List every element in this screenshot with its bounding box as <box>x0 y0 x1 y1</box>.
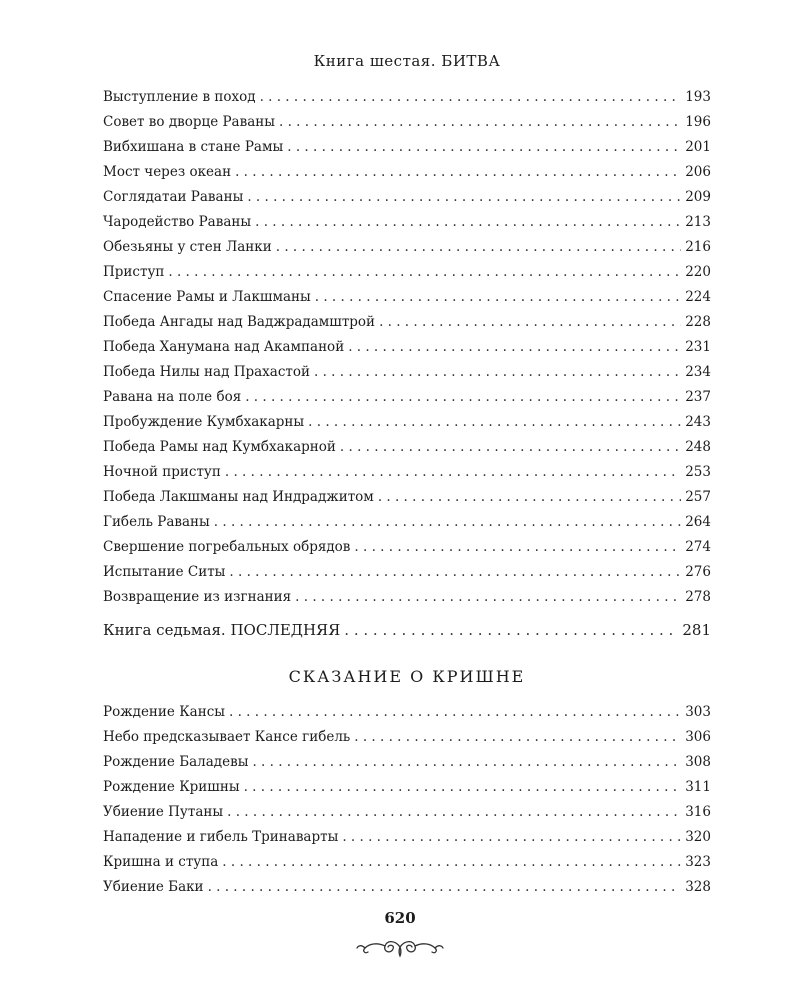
toc-entry[interactable] <box>103 160 711 185</box>
entry-page: 196 <box>685 114 711 130</box>
entry-title: Испытание Ситы <box>103 564 226 580</box>
leader-dots <box>354 725 681 750</box>
leader-dots <box>378 485 681 510</box>
entry-title: Равана на поле боя <box>103 389 242 405</box>
entry-page: 243 <box>685 414 711 430</box>
leader-dots <box>379 310 681 335</box>
toc-entry[interactable] <box>103 510 711 535</box>
toc-entry-book7[interactable] <box>103 618 711 643</box>
leader-dots <box>168 260 681 285</box>
leader-dots <box>255 210 681 235</box>
leader-dots <box>340 435 681 460</box>
toc-entry[interactable] <box>103 750 711 775</box>
toc-entry[interactable] <box>103 185 711 210</box>
toc-entry[interactable] <box>103 850 711 875</box>
toc-entry[interactable] <box>103 725 711 750</box>
toc-entry[interactable] <box>103 460 711 485</box>
toc-list-book6 <box>103 85 711 610</box>
entry-page: 257 <box>685 489 711 505</box>
entry-title: Рождение Кришны <box>103 779 240 795</box>
leader-dots <box>245 385 681 410</box>
entry-title: Выступление в поход <box>103 89 256 105</box>
leader-dots <box>314 360 681 385</box>
entry-title: Победа Ангады над Ваджрадамштрой <box>103 314 376 330</box>
toc-entry[interactable] <box>103 260 711 285</box>
entry-title: Рождение Баладевы <box>103 754 249 770</box>
toc-entry[interactable] <box>103 800 711 825</box>
leader-dots <box>308 410 681 435</box>
entry-title: Приступ <box>103 264 165 280</box>
leader-dots <box>247 185 681 210</box>
entry-page: 316 <box>685 804 711 820</box>
toc-entry[interactable] <box>103 700 711 725</box>
toc-entry[interactable] <box>103 110 711 135</box>
toc-entry[interactable] <box>103 285 711 310</box>
leader-dots <box>348 335 681 360</box>
toc-entry[interactable] <box>103 310 711 335</box>
toc-entry[interactable] <box>103 410 711 435</box>
entry-title: Небо предсказывает Кансе гибель <box>103 729 351 745</box>
entry-page: 264 <box>685 514 711 530</box>
toc-entry[interactable] <box>103 560 711 585</box>
leader-dots <box>344 618 678 643</box>
toc-entry[interactable] <box>103 435 711 460</box>
toc-entry[interactable] <box>103 825 711 850</box>
entry-title: Вибхишана в стане Рамы <box>103 139 284 155</box>
toc-entry[interactable] <box>103 485 711 510</box>
entry-title: Кришна и ступа <box>103 854 219 870</box>
entry-page: 224 <box>685 289 711 305</box>
leader-dots <box>287 135 681 160</box>
entry-page: 328 <box>685 879 711 895</box>
entry-page: 274 <box>685 539 711 555</box>
leader-dots <box>260 85 682 110</box>
entry-page: 220 <box>685 264 711 280</box>
entry-title: Рождение Кансы <box>103 704 226 720</box>
leader-dots <box>227 800 681 825</box>
entry-title: Обезьяны у стен Ланки <box>103 239 272 255</box>
entry-page: 308 <box>685 754 711 770</box>
page-number: 620 <box>384 909 416 927</box>
entry-page: 281 <box>682 621 711 639</box>
entry-page: 303 <box>685 704 711 720</box>
leader-dots <box>252 750 681 775</box>
section-heading: СКАЗАНИЕ О КРИШНЕ <box>288 667 526 686</box>
entry-page: 213 <box>685 214 711 230</box>
entry-title: Соглядатаи Раваны <box>103 189 244 205</box>
entry-title: Спасение Рамы и Лакшманы <box>103 289 311 305</box>
entry-title: Чародейство Раваны <box>103 214 252 230</box>
section-heading: Книга шестая. БИТВА <box>313 52 501 70</box>
entry-page: 278 <box>685 589 711 605</box>
entry-page: 248 <box>685 439 711 455</box>
entry-title: Возвращение из изгнания <box>103 589 292 605</box>
leader-dots <box>244 775 682 800</box>
entry-page: 253 <box>685 464 711 480</box>
toc-entry[interactable] <box>103 385 711 410</box>
entry-title: Победа Рамы над Кумбхакарной <box>103 439 336 455</box>
leader-dots <box>315 285 681 310</box>
entry-title: Победа Нилы над Прахастой <box>103 364 310 380</box>
entry-page: 228 <box>685 314 711 330</box>
entry-title: Книга седьмая. ПОСЛЕДНЯЯ <box>103 621 341 639</box>
leader-dots <box>214 510 681 535</box>
entry-title: Гибель Раваны <box>103 514 210 530</box>
entry-page: 276 <box>685 564 711 580</box>
leader-dots <box>354 535 681 560</box>
leader-dots <box>342 825 681 850</box>
entry-page: 206 <box>685 164 711 180</box>
entry-title: Совет во дворце Раваны <box>103 114 275 130</box>
toc-entry[interactable] <box>103 360 711 385</box>
leader-dots <box>222 850 681 875</box>
entry-page: 234 <box>685 364 711 380</box>
leader-dots <box>229 700 681 725</box>
leader-dots <box>229 560 681 585</box>
entry-title: Мост через океан <box>103 164 232 180</box>
entry-title: Победа Ханумана над Акампаной <box>103 339 345 355</box>
entry-title: Ночной приступ <box>103 464 221 480</box>
toc-entry[interactable] <box>103 775 711 800</box>
toc-entry[interactable] <box>103 585 711 610</box>
entry-page: 311 <box>685 779 711 795</box>
entry-page: 320 <box>685 829 711 845</box>
leader-dots <box>235 160 681 185</box>
toc-entry[interactable] <box>103 535 711 560</box>
entry-title: Победа Лакшманы над Индраджитом <box>103 489 374 505</box>
toc-list-krishna <box>103 700 711 900</box>
entry-title: Убиение Баки <box>103 879 204 895</box>
toc-entry[interactable] <box>103 135 711 160</box>
entry-title: Свершение погребальных обрядов <box>103 539 351 555</box>
toc-entry[interactable] <box>103 875 711 900</box>
leader-dots <box>276 235 681 260</box>
entry-page: 209 <box>685 189 711 205</box>
entry-title: Пробуждение Кумбхакарны <box>103 414 305 430</box>
toc-entry[interactable] <box>103 235 711 260</box>
flourish-ornament-icon <box>355 932 445 962</box>
entry-page: 201 <box>685 139 711 155</box>
leader-dots <box>295 585 681 610</box>
leader-dots <box>279 110 681 135</box>
entry-page: 231 <box>685 339 711 355</box>
entry-page: 216 <box>685 239 711 255</box>
toc-entry[interactable] <box>103 85 711 110</box>
entry-title: Убиение Путаны <box>103 804 224 820</box>
toc-entry[interactable] <box>103 335 711 360</box>
leader-dots <box>225 460 681 485</box>
entry-page: 237 <box>685 389 711 405</box>
entry-title: Нападение и гибель Тринаварты <box>103 829 339 845</box>
entry-page: 323 <box>685 854 711 870</box>
entry-page: 193 <box>685 89 711 105</box>
toc-entry[interactable] <box>103 210 711 235</box>
leader-dots <box>208 875 682 900</box>
entry-page: 306 <box>685 729 711 745</box>
